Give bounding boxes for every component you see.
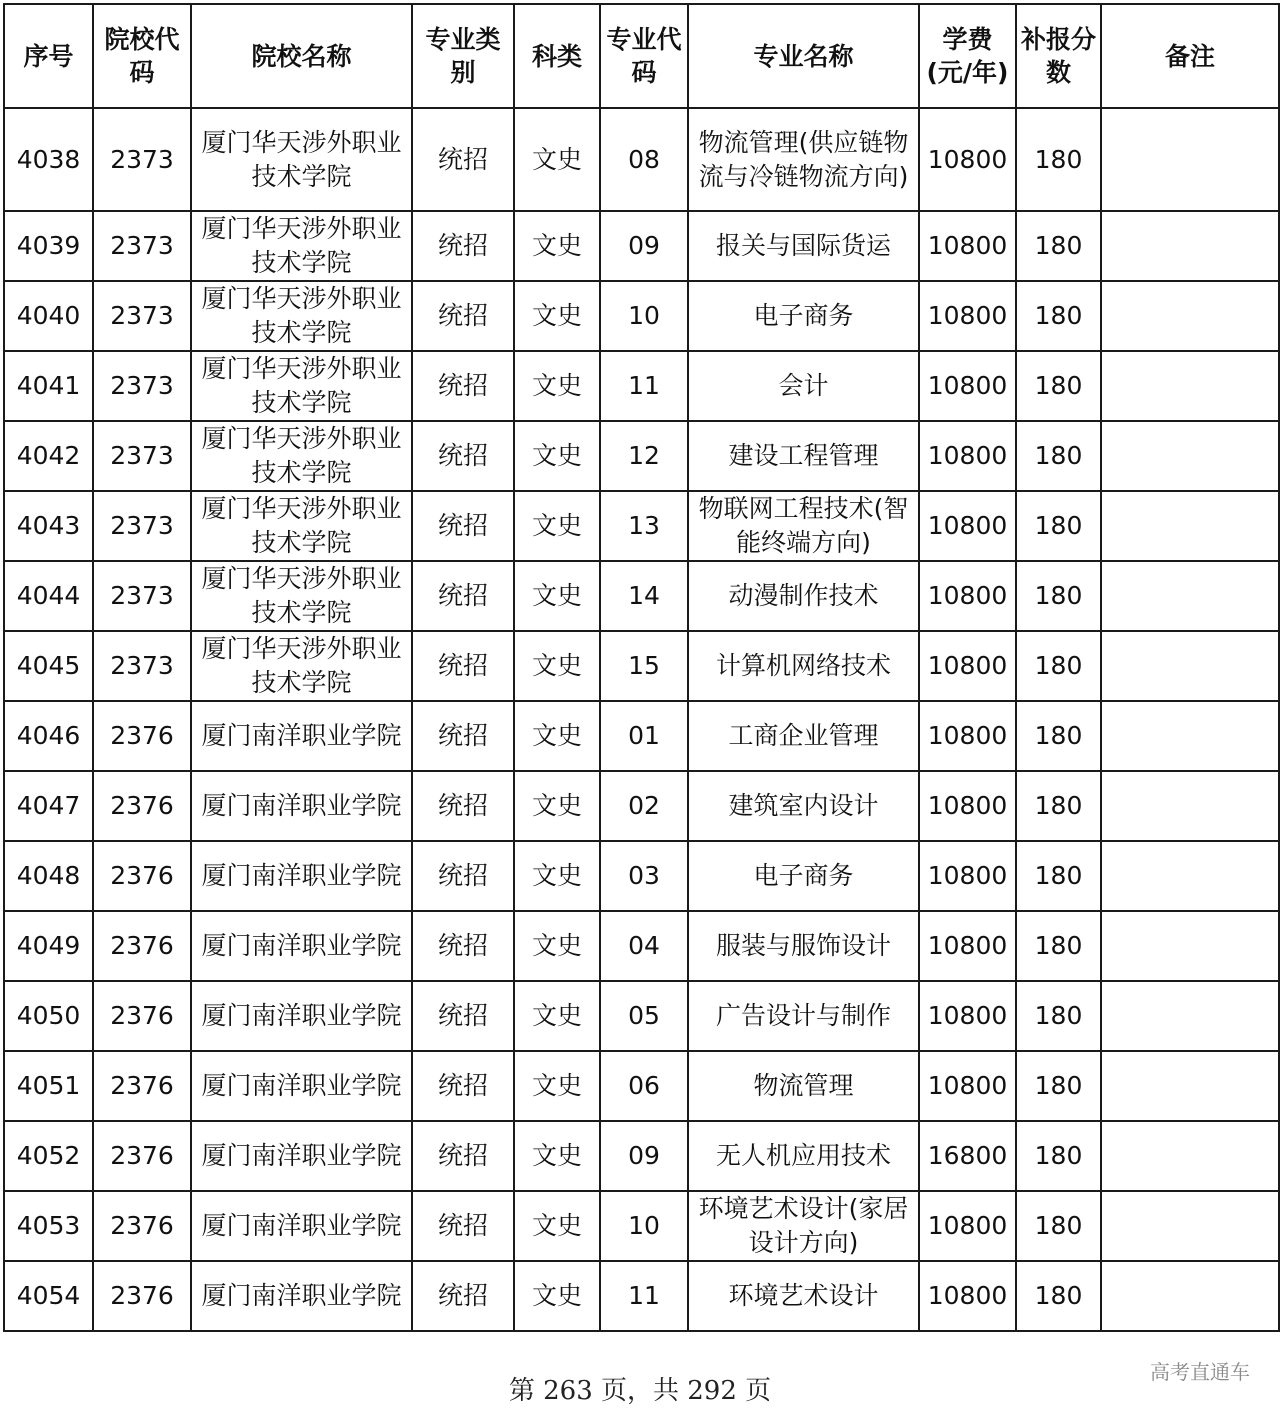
cell-seq: 4052 bbox=[4, 1121, 93, 1191]
cell-major-name: 工商企业管理 bbox=[688, 701, 919, 771]
cell-major-category: 统招 bbox=[412, 1191, 514, 1261]
cell-major-code: 10 bbox=[600, 281, 688, 351]
cell-tuition: 10800 bbox=[919, 491, 1016, 561]
cell-major-code: 02 bbox=[600, 771, 688, 841]
table-row bbox=[4, 1121, 1279, 1191]
cell-major-code: 08 bbox=[600, 108, 688, 211]
cell-remarks bbox=[1101, 841, 1279, 911]
cell-score: 180 bbox=[1016, 1191, 1101, 1261]
table-row bbox=[4, 351, 1279, 421]
cell-tuition: 10800 bbox=[919, 108, 1016, 211]
cell-subject: 文史 bbox=[514, 421, 600, 491]
cell-school-code: 2376 bbox=[93, 841, 191, 911]
header-cell-tuition: 学费(元/年) bbox=[919, 4, 1016, 108]
cell-subject: 文史 bbox=[514, 108, 600, 211]
cell-major-code: 14 bbox=[600, 561, 688, 631]
table-row bbox=[4, 211, 1279, 281]
cell-seq: 4045 bbox=[4, 631, 93, 701]
cell-seq: 4038 bbox=[4, 108, 93, 211]
table-row bbox=[4, 491, 1279, 561]
cell-score: 180 bbox=[1016, 841, 1101, 911]
cell-major-category: 统招 bbox=[412, 351, 514, 421]
cell-subject: 文史 bbox=[514, 631, 600, 701]
cell-major-code: 12 bbox=[600, 421, 688, 491]
cell-seq: 4053 bbox=[4, 1191, 93, 1261]
cell-major-name: 环境艺术设计 bbox=[688, 1261, 919, 1331]
cell-school-name: 厦门华天涉外职业技术学院 bbox=[191, 281, 412, 351]
cell-score: 180 bbox=[1016, 1261, 1101, 1331]
cell-subject: 文史 bbox=[514, 351, 600, 421]
cell-major-name: 建筑室内设计 bbox=[688, 771, 919, 841]
cell-major-name: 计算机网络技术 bbox=[688, 631, 919, 701]
cell-remarks bbox=[1101, 1051, 1279, 1121]
cell-tuition: 10800 bbox=[919, 351, 1016, 421]
cell-major-category: 统招 bbox=[412, 108, 514, 211]
table-body bbox=[4, 108, 1279, 1331]
cell-subject: 文史 bbox=[514, 1261, 600, 1331]
cell-tuition: 10800 bbox=[919, 841, 1016, 911]
cell-school-name: 厦门华天涉外职业技术学院 bbox=[191, 351, 412, 421]
cell-major-name: 会计 bbox=[688, 351, 919, 421]
cell-seq: 4048 bbox=[4, 841, 93, 911]
cell-school-name: 厦门南洋职业学院 bbox=[191, 911, 412, 981]
cell-major-code: 05 bbox=[600, 981, 688, 1051]
cell-seq: 4044 bbox=[4, 561, 93, 631]
header-cell-school-code: 院校代码 bbox=[93, 4, 191, 108]
cell-major-name: 环境艺术设计(家居设计方向) bbox=[688, 1191, 919, 1261]
header-cell-major-category: 专业类别 bbox=[412, 4, 514, 108]
cell-seq: 4040 bbox=[4, 281, 93, 351]
cell-score: 180 bbox=[1016, 771, 1101, 841]
cell-score: 180 bbox=[1016, 108, 1101, 211]
cell-score: 180 bbox=[1016, 421, 1101, 491]
cell-major-category: 统招 bbox=[412, 491, 514, 561]
cell-major-code: 01 bbox=[600, 701, 688, 771]
cell-major-category: 统招 bbox=[412, 211, 514, 281]
cell-school-code: 2373 bbox=[93, 561, 191, 631]
cell-seq: 4046 bbox=[4, 701, 93, 771]
cell-remarks bbox=[1101, 211, 1279, 281]
cell-remarks bbox=[1101, 701, 1279, 771]
cell-school-name: 厦门南洋职业学院 bbox=[191, 1191, 412, 1261]
cell-seq: 4043 bbox=[4, 491, 93, 561]
header-cell-major-name: 专业名称 bbox=[688, 4, 919, 108]
cell-remarks bbox=[1101, 108, 1279, 211]
cell-school-code: 2373 bbox=[93, 631, 191, 701]
cell-major-category: 统招 bbox=[412, 421, 514, 491]
cell-major-category: 统招 bbox=[412, 771, 514, 841]
cell-major-name: 物流管理 bbox=[688, 1051, 919, 1121]
header-cell-school-name: 院校名称 bbox=[191, 4, 412, 108]
cell-major-name: 物联网工程技术(智能终端方向) bbox=[688, 491, 919, 561]
cell-subject: 文史 bbox=[514, 281, 600, 351]
cell-major-category: 统招 bbox=[412, 281, 514, 351]
cell-remarks bbox=[1101, 631, 1279, 701]
cell-major-code: 15 bbox=[600, 631, 688, 701]
cell-major-category: 统招 bbox=[412, 631, 514, 701]
cell-major-code: 09 bbox=[600, 1121, 688, 1191]
cell-major-code: 09 bbox=[600, 211, 688, 281]
cell-score: 180 bbox=[1016, 911, 1101, 981]
cell-subject: 文史 bbox=[514, 981, 600, 1051]
cell-school-code: 2373 bbox=[93, 281, 191, 351]
cell-major-code: 06 bbox=[600, 1051, 688, 1121]
cell-school-code: 2376 bbox=[93, 1051, 191, 1121]
cell-major-name: 物流管理(供应链物流与冷链物流方向) bbox=[688, 108, 919, 211]
header-cell-subject: 科类 bbox=[514, 4, 600, 108]
cell-score: 180 bbox=[1016, 701, 1101, 771]
cell-school-code: 2373 bbox=[93, 351, 191, 421]
cell-subject: 文史 bbox=[514, 211, 600, 281]
cell-major-category: 统招 bbox=[412, 1051, 514, 1121]
cell-school-name: 厦门华天涉外职业技术学院 bbox=[191, 561, 412, 631]
cell-remarks bbox=[1101, 1121, 1279, 1191]
cell-major-category: 统招 bbox=[412, 561, 514, 631]
cell-tuition: 16800 bbox=[919, 1121, 1016, 1191]
cell-school-code: 2373 bbox=[93, 491, 191, 561]
watermark-text: 高考直通车 bbox=[1150, 1360, 1250, 1384]
cell-subject: 文史 bbox=[514, 561, 600, 631]
admission-table bbox=[3, 3, 1280, 1332]
cell-school-code: 2376 bbox=[93, 911, 191, 981]
cell-score: 180 bbox=[1016, 561, 1101, 631]
table-row bbox=[4, 631, 1279, 701]
cell-tuition: 10800 bbox=[919, 1261, 1016, 1331]
cell-major-name: 服装与服饰设计 bbox=[688, 911, 919, 981]
table-row bbox=[4, 1051, 1279, 1121]
cell-seq: 4042 bbox=[4, 421, 93, 491]
cell-remarks bbox=[1101, 1261, 1279, 1331]
cell-tuition: 10800 bbox=[919, 981, 1016, 1051]
cell-school-code: 2376 bbox=[93, 701, 191, 771]
cell-score: 180 bbox=[1016, 981, 1101, 1051]
cell-major-category: 统招 bbox=[412, 701, 514, 771]
cell-school-name: 厦门华天涉外职业技术学院 bbox=[191, 631, 412, 701]
cell-tuition: 10800 bbox=[919, 701, 1016, 771]
cell-score: 180 bbox=[1016, 1121, 1101, 1191]
cell-school-code: 2373 bbox=[93, 108, 191, 211]
cell-major-name: 动漫制作技术 bbox=[688, 561, 919, 631]
cell-major-name: 电子商务 bbox=[688, 281, 919, 351]
cell-major-name: 广告设计与制作 bbox=[688, 981, 919, 1051]
cell-score: 180 bbox=[1016, 211, 1101, 281]
cell-school-name: 厦门南洋职业学院 bbox=[191, 1261, 412, 1331]
cell-school-code: 2376 bbox=[93, 1261, 191, 1331]
cell-major-name: 报关与国际货运 bbox=[688, 211, 919, 281]
cell-seq: 4039 bbox=[4, 211, 93, 281]
cell-remarks bbox=[1101, 491, 1279, 561]
cell-subject: 文史 bbox=[514, 701, 600, 771]
cell-remarks bbox=[1101, 421, 1279, 491]
cell-major-name: 无人机应用技术 bbox=[688, 1121, 919, 1191]
cell-remarks bbox=[1101, 281, 1279, 351]
cell-school-name: 厦门华天涉外职业技术学院 bbox=[191, 211, 412, 281]
table-row bbox=[4, 1261, 1279, 1331]
cell-school-name: 厦门南洋职业学院 bbox=[191, 1121, 412, 1191]
cell-school-name: 厦门南洋职业学院 bbox=[191, 701, 412, 771]
cell-tuition: 10800 bbox=[919, 911, 1016, 981]
cell-tuition: 10800 bbox=[919, 561, 1016, 631]
table-row bbox=[4, 281, 1279, 351]
header-cell-score: 补报分数 bbox=[1016, 4, 1101, 108]
table-row bbox=[4, 1191, 1279, 1261]
header-cell-seq: 序号 bbox=[4, 4, 93, 108]
table-row bbox=[4, 771, 1279, 841]
cell-score: 180 bbox=[1016, 351, 1101, 421]
cell-seq: 4054 bbox=[4, 1261, 93, 1331]
cell-seq: 4041 bbox=[4, 351, 93, 421]
header-row bbox=[4, 4, 1279, 108]
cell-tuition: 10800 bbox=[919, 1191, 1016, 1261]
cell-school-code: 2373 bbox=[93, 421, 191, 491]
cell-subject: 文史 bbox=[514, 841, 600, 911]
cell-major-code: 11 bbox=[600, 351, 688, 421]
cell-major-name: 建设工程管理 bbox=[688, 421, 919, 491]
cell-remarks bbox=[1101, 1191, 1279, 1261]
table-row bbox=[4, 108, 1279, 211]
cell-major-code: 11 bbox=[600, 1261, 688, 1331]
cell-remarks bbox=[1101, 911, 1279, 981]
cell-major-category: 统招 bbox=[412, 911, 514, 981]
cell-tuition: 10800 bbox=[919, 631, 1016, 701]
cell-tuition: 10800 bbox=[919, 421, 1016, 491]
cell-school-name: 厦门南洋职业学院 bbox=[191, 841, 412, 911]
cell-tuition: 10800 bbox=[919, 1051, 1016, 1121]
cell-seq: 4049 bbox=[4, 911, 93, 981]
cell-major-code: 03 bbox=[600, 841, 688, 911]
cell-tuition: 10800 bbox=[919, 771, 1016, 841]
cell-school-name: 厦门华天涉外职业技术学院 bbox=[191, 491, 412, 561]
cell-subject: 文史 bbox=[514, 1051, 600, 1121]
cell-major-category: 统招 bbox=[412, 1121, 514, 1191]
cell-major-code: 10 bbox=[600, 1191, 688, 1261]
cell-school-name: 厦门南洋职业学院 bbox=[191, 1051, 412, 1121]
cell-school-name: 厦门华天涉外职业技术学院 bbox=[191, 421, 412, 491]
table-row bbox=[4, 701, 1279, 771]
cell-remarks bbox=[1101, 561, 1279, 631]
header-cell-remarks: 备注 bbox=[1101, 4, 1279, 108]
table-row bbox=[4, 981, 1279, 1051]
cell-major-name: 电子商务 bbox=[688, 841, 919, 911]
table-row bbox=[4, 421, 1279, 491]
cell-score: 180 bbox=[1016, 1051, 1101, 1121]
cell-score: 180 bbox=[1016, 281, 1101, 351]
cell-school-code: 2373 bbox=[93, 211, 191, 281]
cell-major-category: 统招 bbox=[412, 1261, 514, 1331]
cell-seq: 4050 bbox=[4, 981, 93, 1051]
cell-subject: 文史 bbox=[514, 1191, 600, 1261]
cell-major-code: 04 bbox=[600, 911, 688, 981]
table-row bbox=[4, 911, 1279, 981]
cell-subject: 文史 bbox=[514, 771, 600, 841]
cell-school-code: 2376 bbox=[93, 1121, 191, 1191]
cell-school-name: 厦门南洋职业学院 bbox=[191, 771, 412, 841]
cell-tuition: 10800 bbox=[919, 211, 1016, 281]
cell-major-category: 统招 bbox=[412, 841, 514, 911]
cell-remarks bbox=[1101, 771, 1279, 841]
table-row bbox=[4, 841, 1279, 911]
header-cell-major-code: 专业代码 bbox=[600, 4, 688, 108]
cell-remarks bbox=[1101, 981, 1279, 1051]
cell-score: 180 bbox=[1016, 491, 1101, 561]
cell-tuition: 10800 bbox=[919, 281, 1016, 351]
cell-school-name: 厦门南洋职业学院 bbox=[191, 981, 412, 1051]
cell-subject: 文史 bbox=[514, 491, 600, 561]
cell-major-code: 13 bbox=[600, 491, 688, 561]
table-row bbox=[4, 561, 1279, 631]
cell-subject: 文史 bbox=[514, 911, 600, 981]
page-number: 第 263 页，共 292 页 bbox=[508, 1376, 772, 1406]
cell-seq: 4047 bbox=[4, 771, 93, 841]
cell-school-code: 2376 bbox=[93, 981, 191, 1051]
cell-score: 180 bbox=[1016, 631, 1101, 701]
cell-major-category: 统招 bbox=[412, 981, 514, 1051]
cell-school-code: 2376 bbox=[93, 1191, 191, 1261]
cell-subject: 文史 bbox=[514, 1121, 600, 1191]
cell-school-name: 厦门华天涉外职业技术学院 bbox=[191, 108, 412, 211]
cell-school-code: 2376 bbox=[93, 771, 191, 841]
cell-seq: 4051 bbox=[4, 1051, 93, 1121]
cell-remarks bbox=[1101, 351, 1279, 421]
